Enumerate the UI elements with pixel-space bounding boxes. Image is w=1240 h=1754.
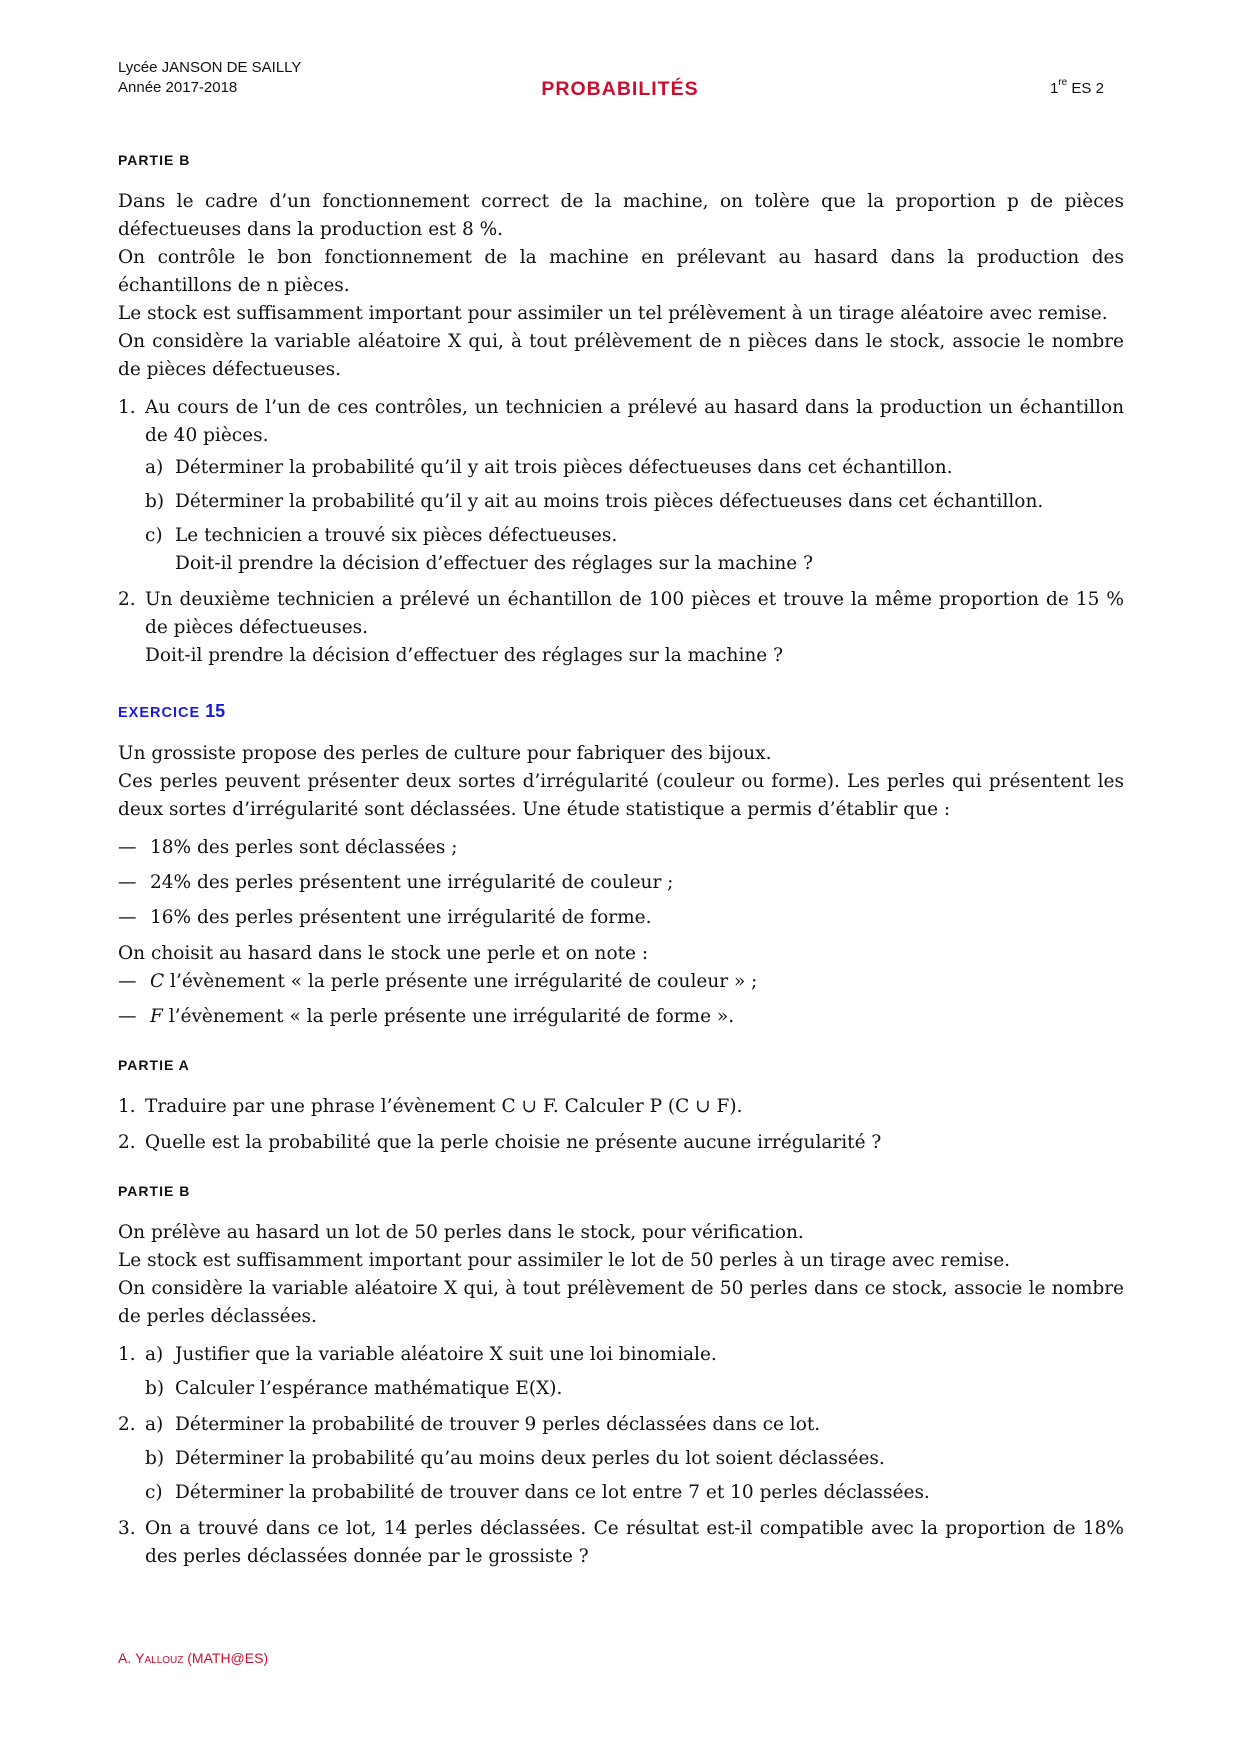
subquestion-label: a) [145,457,164,478]
subquestion-label: b) [145,491,165,512]
event-symbol: C [150,971,165,992]
question-item [118,1411,1124,1507]
dash-marker: — [118,907,137,928]
list-item [118,869,1124,897]
page-title: PROBABILITÉS [541,78,699,100]
part-b1-intro [118,188,1124,384]
class-name: ES 2 [1067,80,1104,97]
class-number: 1 [1050,80,1059,97]
subquestion-item [145,454,1124,482]
author-initial: A. [118,1650,136,1666]
list-item [118,904,1124,932]
subquestion-list [145,1411,1124,1507]
paragraph: On considère la variable aléatoire X qui, à tout prélèvement de n pièces dans le stock, associe le nombre de pièces défectueuses. [118,331,1124,380]
subquestion-text: Doit-il prendre la décision d’effectuer des réglages sur la machine ? [175,553,814,574]
subquestion-text: Déterminer la probabilité qu’au moins deux perles du lot soient déclassées. [175,1448,885,1469]
paragraph: On considère la variable aléatoire X qui, à tout prélèvement de 50 perles dans ce stock, associe le nombre de perles déclassées. [118,1278,1124,1327]
question-number: 1. [118,1096,136,1117]
subquestion-label: b) [145,1378,165,1399]
question-number: 3. [118,1518,136,1539]
list-item [118,1003,1124,1031]
list-item-text: 24% des perles présentent une irrégularité de couleur ; [150,872,674,893]
subquestion-text: Déterminer la probabilité de trouver 9 perles déclassées dans ce lot. [175,1414,821,1435]
dash-marker: — [118,872,137,893]
question-item [118,586,1124,670]
list-item-text: 18% des perles sont déclassées ; [150,837,458,858]
question-list [118,1093,1124,1157]
question-list [118,394,1124,670]
question-text: On a trouvé dans ce lot, 14 perles déclassées. Ce résultat est-il compatible avec la proportion de 18% des perles déclassées donnée par le grossiste ? [145,1518,1124,1567]
class-superscript: re [1058,77,1068,88]
exercise-label: EXERCICE [118,705,201,721]
question-number: 2. [118,589,136,610]
subquestion-text: Déterminer la probabilité de trouver dans ce lot entre 7 et 10 perles déclassées. [175,1482,930,1503]
subquestion-text: Déterminer la probabilité qu’il y ait trois pièces défectueuses dans cet échantillon. [175,457,953,478]
list-item-text: 16% des perles présentent une irrégularité de forme. [150,907,652,928]
school-name: Lycée JANSON DE SAILLY [118,59,302,76]
question-text: Traduire par une phrase l’évènement C ∪ F. Calculer P (C ∪ F). [145,1096,743,1117]
subquestion-item [145,1479,1124,1507]
subquestion-label: a) [145,1344,164,1365]
subquestion-label: b) [145,1448,165,1469]
question-item [118,394,1124,578]
dash-marker: — [118,837,137,858]
subquestion-label: c) [145,525,163,546]
paragraph: On contrôle le bon fonctionnement de la machine en prélevant au hasard dans la production des échantillons de n pièces. [118,247,1124,296]
paragraph: Ces perles peuvent présenter deux sortes d’irrégularité (couleur ou forme). Les perles qui présentent les deux sortes d’irrégularité sont déclassées. Une étude statistique a permis d’établir que : [118,771,1124,820]
author-name: Yallouz [135,1650,184,1666]
subquestion-label: c) [145,1482,163,1503]
question-list [118,1341,1124,1571]
list-item-text: l’évènement « la perle présente une irrégularité de forme ». [162,1006,735,1027]
exercise-heading [118,700,1124,724]
subquestion-text: Justifier que la variable aléatoire X suit une loi binomiale. [175,1344,717,1365]
subquestion-item [145,522,1124,578]
paragraph: Le stock est suffisamment important pour assimiler le lot de 50 perles à un tirage avec remise. [118,1250,1011,1271]
section-heading-partie-b: PARTIE B [118,152,191,168]
subquestion-text: Le technicien a trouvé six pièces défectueuses. [175,525,618,546]
author-source: (MATH@ES) [183,1650,269,1666]
document-content [118,150,1124,1579]
subquestion-item [145,1445,1124,1473]
subquestion-label: a) [145,1414,164,1435]
subquestion-item [145,1375,1124,1403]
question-item [118,1129,1124,1157]
dash-marker: — [118,971,137,992]
paragraph: On prélève au hasard un lot de 50 perles dans le stock, pour vérification. [118,1222,804,1243]
school-year: Année 2017-2018 [118,79,238,96]
question-number: 2. [118,1132,136,1153]
statistics-list [118,834,1124,932]
subquestion-item [145,488,1124,516]
paragraph: Un grossiste propose des perles de culture pour fabriquer des bijoux. [118,743,772,764]
subquestion-text: Calculer l’espérance mathématique E(X). [175,1378,563,1399]
exercise-number: 15 [205,701,226,721]
question-text: Doit-il prendre la décision d’effectuer des réglages sur la machine ? [145,645,784,666]
list-item [118,968,1124,996]
subquestion-item [145,1411,1124,1439]
subquestion-text: Déterminer la probabilité qu’il y ait au moins trois pièces défectueuses dans cet échantillon. [175,491,1044,512]
events-list [118,968,1124,1031]
part-b2-intro [118,1219,1124,1331]
section-heading-partie-b: PARTIE B [118,1183,191,1199]
paragraph: Le stock est suffisamment important pour assimiler un tel prélèvement à un tirage aléatoire avec remise. [118,303,1108,324]
subquestion-item [145,1341,1124,1369]
question-number: 2. [118,1414,136,1435]
paragraph: On choisit au hasard dans le stock une perle et on note : [118,943,649,964]
question-text: Quelle est la probabilité que la perle choisie ne présente aucune irrégularité ? [145,1132,882,1153]
question-item [118,1341,1124,1403]
dash-marker: — [118,1006,137,1027]
section-heading-partie-a: PARTIE A [118,1057,190,1073]
question-item [118,1093,1124,1121]
paragraph: Dans le cadre d’un fonctionnement correct de la machine, on tolère que la proportion p de pièces défectueuses dans la production est 8 %. [118,191,1124,240]
event-symbol: F [150,1006,163,1027]
question-number: 1. [118,1344,136,1365]
footer-author [118,1650,268,1666]
exercise-intro [118,740,1124,824]
list-item-text: l’évènement « la perle présente une irrégularité de couleur » ; [164,971,758,992]
question-text: Un deuxième technicien a prélevé un échantillon de 100 pièces et trouve la même proportion de 15 % de pièces défectueuses. [145,589,1124,638]
question-number: 1. [118,397,136,418]
class-label [1050,77,1104,97]
subquestion-list [145,1341,1124,1403]
subquestion-list [145,454,1124,578]
question-item [118,1515,1124,1571]
question-text: Au cours de l’un de ces contrôles, un technicien a prélevé au hasard dans la production un échantillon de 40 pièces. [145,397,1124,446]
list-item [118,834,1124,862]
